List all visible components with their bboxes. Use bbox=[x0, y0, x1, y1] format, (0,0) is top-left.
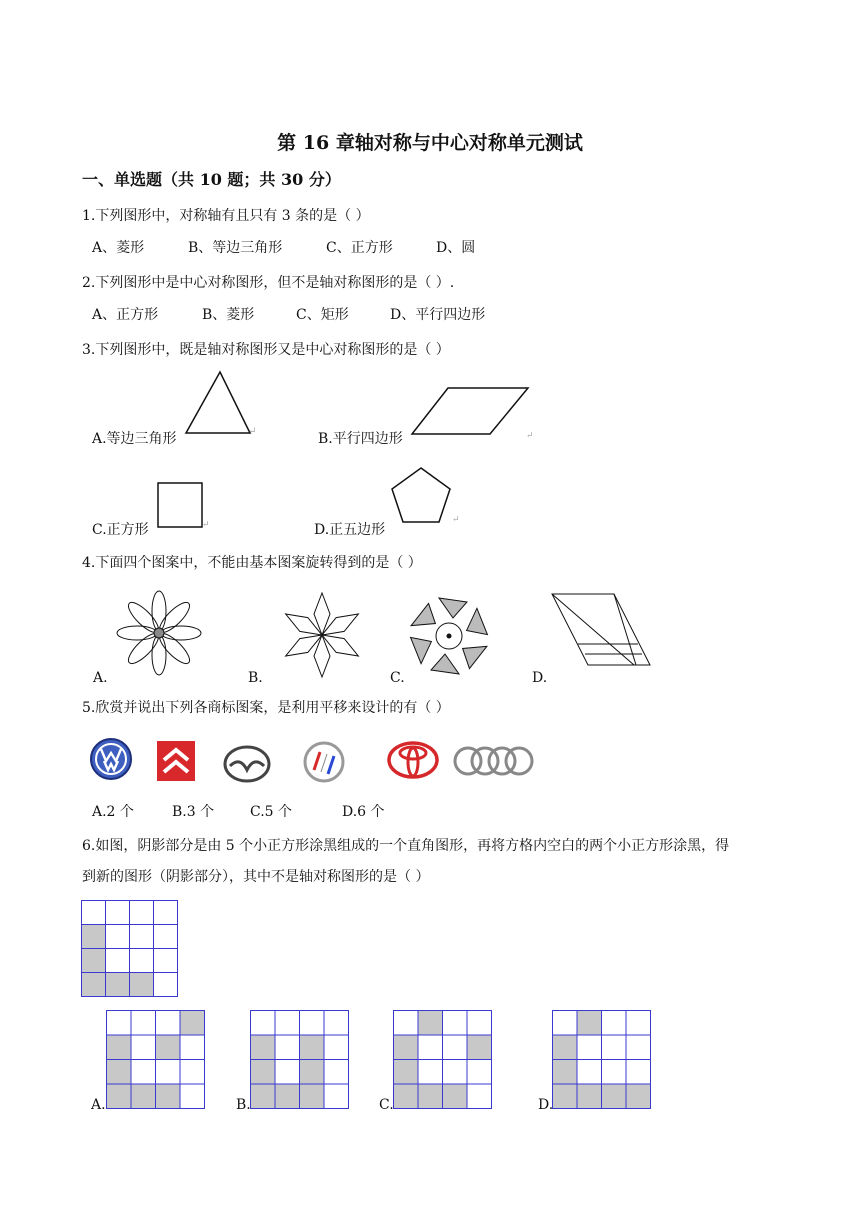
grid-cell bbox=[154, 949, 178, 973]
q6-grid-c bbox=[393, 1010, 493, 1110]
grid-cell bbox=[180, 1060, 205, 1085]
grid-cell bbox=[602, 1011, 627, 1036]
grid-cell bbox=[82, 901, 106, 925]
grid-cell bbox=[394, 1011, 419, 1036]
grid-cell bbox=[418, 1084, 443, 1109]
grid-cell bbox=[577, 1011, 602, 1036]
q5-stem: 5.欣赏并说出下列各商标图案，是利用平移来设计的有（ ） bbox=[82, 700, 450, 716]
q1-option-b[interactable]: B、等边三角形 bbox=[188, 240, 283, 256]
q2-option-c[interactable]: C、矩形 bbox=[296, 307, 349, 323]
grid-cell bbox=[324, 1060, 349, 1085]
grid-cell bbox=[300, 1011, 325, 1036]
equilateral-triangle-figure bbox=[184, 370, 256, 436]
svg-text:↵: ↵ bbox=[202, 520, 210, 530]
grid-cell bbox=[180, 1035, 205, 1060]
grid-cell bbox=[626, 1011, 651, 1036]
q5-option-d[interactable]: D.6 个 bbox=[342, 804, 385, 820]
grid-cell bbox=[418, 1035, 443, 1060]
grid-cell bbox=[418, 1060, 443, 1085]
q2-option-b[interactable]: B、菱形 bbox=[202, 307, 255, 323]
grid-cell bbox=[577, 1060, 602, 1085]
q2-option-a[interactable]: A、正方形 bbox=[92, 307, 159, 323]
q1-stem: 1.下列图形中，对称轴有且只有 3 条的是（ ） bbox=[82, 208, 370, 224]
grid-cell bbox=[467, 1060, 492, 1085]
regular-pentagon-figure bbox=[390, 466, 464, 526]
q5-option-a[interactable]: A.2 个 bbox=[92, 804, 134, 820]
q6-reference-grid bbox=[81, 900, 179, 998]
grid-cell bbox=[626, 1060, 651, 1085]
grid-cell bbox=[467, 1035, 492, 1060]
q3-option-a[interactable]: A.等边三角形 bbox=[92, 431, 177, 447]
q5-option-b[interactable]: B.3 个 bbox=[172, 804, 215, 820]
grid-cell bbox=[275, 1060, 300, 1085]
q5-option-c[interactable]: C.5 个 bbox=[250, 804, 293, 820]
grid-cell bbox=[131, 1011, 156, 1036]
grid-cell bbox=[443, 1011, 468, 1036]
grid-cell bbox=[156, 1084, 181, 1109]
grid-cell bbox=[251, 1011, 276, 1036]
q4-stem: 4.下面四个图案中，不能由基本图案旋转得到的是（ ） bbox=[82, 555, 422, 571]
grid-cell bbox=[577, 1035, 602, 1060]
grid-cell bbox=[251, 1084, 276, 1109]
grid-cell bbox=[602, 1060, 627, 1085]
grid-cell bbox=[154, 901, 178, 925]
grid-cell bbox=[156, 1035, 181, 1060]
grid-cell bbox=[106, 949, 130, 973]
grid-cell bbox=[130, 901, 154, 925]
grid-cell bbox=[82, 949, 106, 973]
grid-cell bbox=[251, 1035, 276, 1060]
buick-logo-icon bbox=[302, 740, 346, 784]
grid-cell bbox=[324, 1084, 349, 1109]
grid-cell bbox=[154, 973, 178, 997]
audi-logo-icon bbox=[452, 744, 536, 778]
q3-option-c[interactable]: C.正方形 bbox=[92, 522, 149, 538]
q6-stem-line2: 到新的图形（阴影部分），其中不是轴对称图形的是（ ） bbox=[82, 869, 430, 885]
grid-cell bbox=[394, 1035, 419, 1060]
grid-cell bbox=[324, 1035, 349, 1060]
grid-cell bbox=[626, 1035, 651, 1060]
q6-grid-a bbox=[106, 1010, 206, 1110]
q3-stem: 3.下列图形中，既是轴对称图形又是中心对称图形的是（ ） bbox=[82, 342, 450, 358]
grid-cell bbox=[82, 925, 106, 949]
grid-cell bbox=[156, 1011, 181, 1036]
grid-cell bbox=[553, 1011, 578, 1036]
grid-cell bbox=[602, 1084, 627, 1109]
grid-cell bbox=[82, 973, 106, 997]
grid-cell bbox=[443, 1060, 468, 1085]
svg-text:↵: ↵ bbox=[248, 426, 256, 436]
grid-cell bbox=[300, 1060, 325, 1085]
grid-cell bbox=[443, 1084, 468, 1109]
svg-text:↵: ↵ bbox=[452, 515, 460, 525]
grid-cell bbox=[300, 1084, 325, 1109]
grid-cell bbox=[107, 1060, 132, 1085]
grid-cell bbox=[107, 1011, 132, 1036]
grid-cell bbox=[156, 1060, 181, 1085]
q4-option-a[interactable]: A. bbox=[93, 670, 108, 686]
grid-cell bbox=[300, 1035, 325, 1060]
q6-option-b[interactable]: B. bbox=[236, 1097, 251, 1113]
q2-option-d[interactable]: D、平行四边形 bbox=[390, 307, 486, 323]
grid-cell bbox=[180, 1084, 205, 1109]
svg-text:↵: ↵ bbox=[526, 431, 534, 441]
grid-cell bbox=[106, 901, 130, 925]
grid-cell bbox=[131, 1060, 156, 1085]
grid-cell bbox=[180, 1011, 205, 1036]
grid-cell bbox=[154, 925, 178, 949]
q6-grid-b bbox=[250, 1010, 350, 1110]
q1-option-d[interactable]: D、圆 bbox=[436, 240, 476, 256]
grid-cell bbox=[130, 949, 154, 973]
grid-cell bbox=[394, 1084, 419, 1109]
grid-cell bbox=[553, 1035, 578, 1060]
grid-cell bbox=[467, 1011, 492, 1036]
triangle-ring-figure bbox=[404, 594, 494, 678]
q1-option-a[interactable]: A、菱形 bbox=[92, 240, 145, 256]
grid-cell bbox=[106, 973, 130, 997]
grid-cell bbox=[107, 1084, 132, 1109]
grid-cell bbox=[275, 1084, 300, 1109]
grid-cell bbox=[602, 1035, 627, 1060]
q2-stem: 2.下列图形中是中心对称图形，但不是轴对称图形的是（ ）. bbox=[82, 275, 455, 291]
grid-cell bbox=[107, 1035, 132, 1060]
section-heading: 一、单选题（共 10 题；共 30 分） bbox=[82, 170, 341, 189]
grid-cell bbox=[443, 1035, 468, 1060]
q4-option-b[interactable]: B. bbox=[248, 670, 263, 686]
grid-cell bbox=[553, 1060, 578, 1085]
grid-cell bbox=[553, 1084, 578, 1109]
citroen-logo-icon bbox=[156, 740, 196, 782]
parallelogram-split-figure bbox=[550, 592, 654, 672]
grid-cell bbox=[577, 1084, 602, 1109]
grid-cell bbox=[467, 1084, 492, 1109]
rhombus-star-figure bbox=[274, 590, 370, 680]
q6-option-a[interactable]: A. bbox=[91, 1097, 106, 1113]
q6-option-d[interactable]: D. bbox=[538, 1097, 554, 1113]
q4-option-c[interactable]: C. bbox=[390, 670, 405, 686]
grid-cell bbox=[131, 1084, 156, 1109]
flower-pattern-figure bbox=[106, 588, 210, 678]
grid-cell bbox=[275, 1011, 300, 1036]
grid-cell bbox=[324, 1011, 349, 1036]
q4-option-d[interactable]: D. bbox=[532, 670, 548, 686]
grid-cell bbox=[418, 1011, 443, 1036]
q6-option-c[interactable]: C. bbox=[379, 1097, 394, 1113]
volkswagen-logo-icon bbox=[88, 737, 134, 781]
grid-cell bbox=[130, 925, 154, 949]
toyota-logo-icon bbox=[386, 740, 440, 780]
grid-cell bbox=[394, 1060, 419, 1085]
parallelogram-figure bbox=[410, 386, 540, 442]
grid-cell bbox=[106, 925, 130, 949]
grid-cell bbox=[131, 1035, 156, 1060]
q3-option-d[interactable]: D.正五边形 bbox=[314, 522, 386, 538]
page-title: 第 16 章轴对称与中心对称单元测试 bbox=[277, 132, 583, 154]
q6-stem-line1: 6.如图，阴影部分是由 5 个小正方形涂黑组成的一个直角图形，再将方格内空白的两个小正方形涂黑，得 bbox=[82, 838, 730, 854]
grid-cell bbox=[130, 973, 154, 997]
square-figure bbox=[156, 481, 214, 531]
q1-option-c[interactable]: C、正方形 bbox=[326, 240, 393, 256]
q3-option-b[interactable]: B.平行四边形 bbox=[318, 431, 403, 447]
grid-cell bbox=[251, 1060, 276, 1085]
mazda-logo-icon bbox=[222, 744, 272, 784]
q6-grid-d bbox=[552, 1010, 652, 1110]
grid-cell bbox=[626, 1084, 651, 1109]
grid-cell bbox=[275, 1035, 300, 1060]
